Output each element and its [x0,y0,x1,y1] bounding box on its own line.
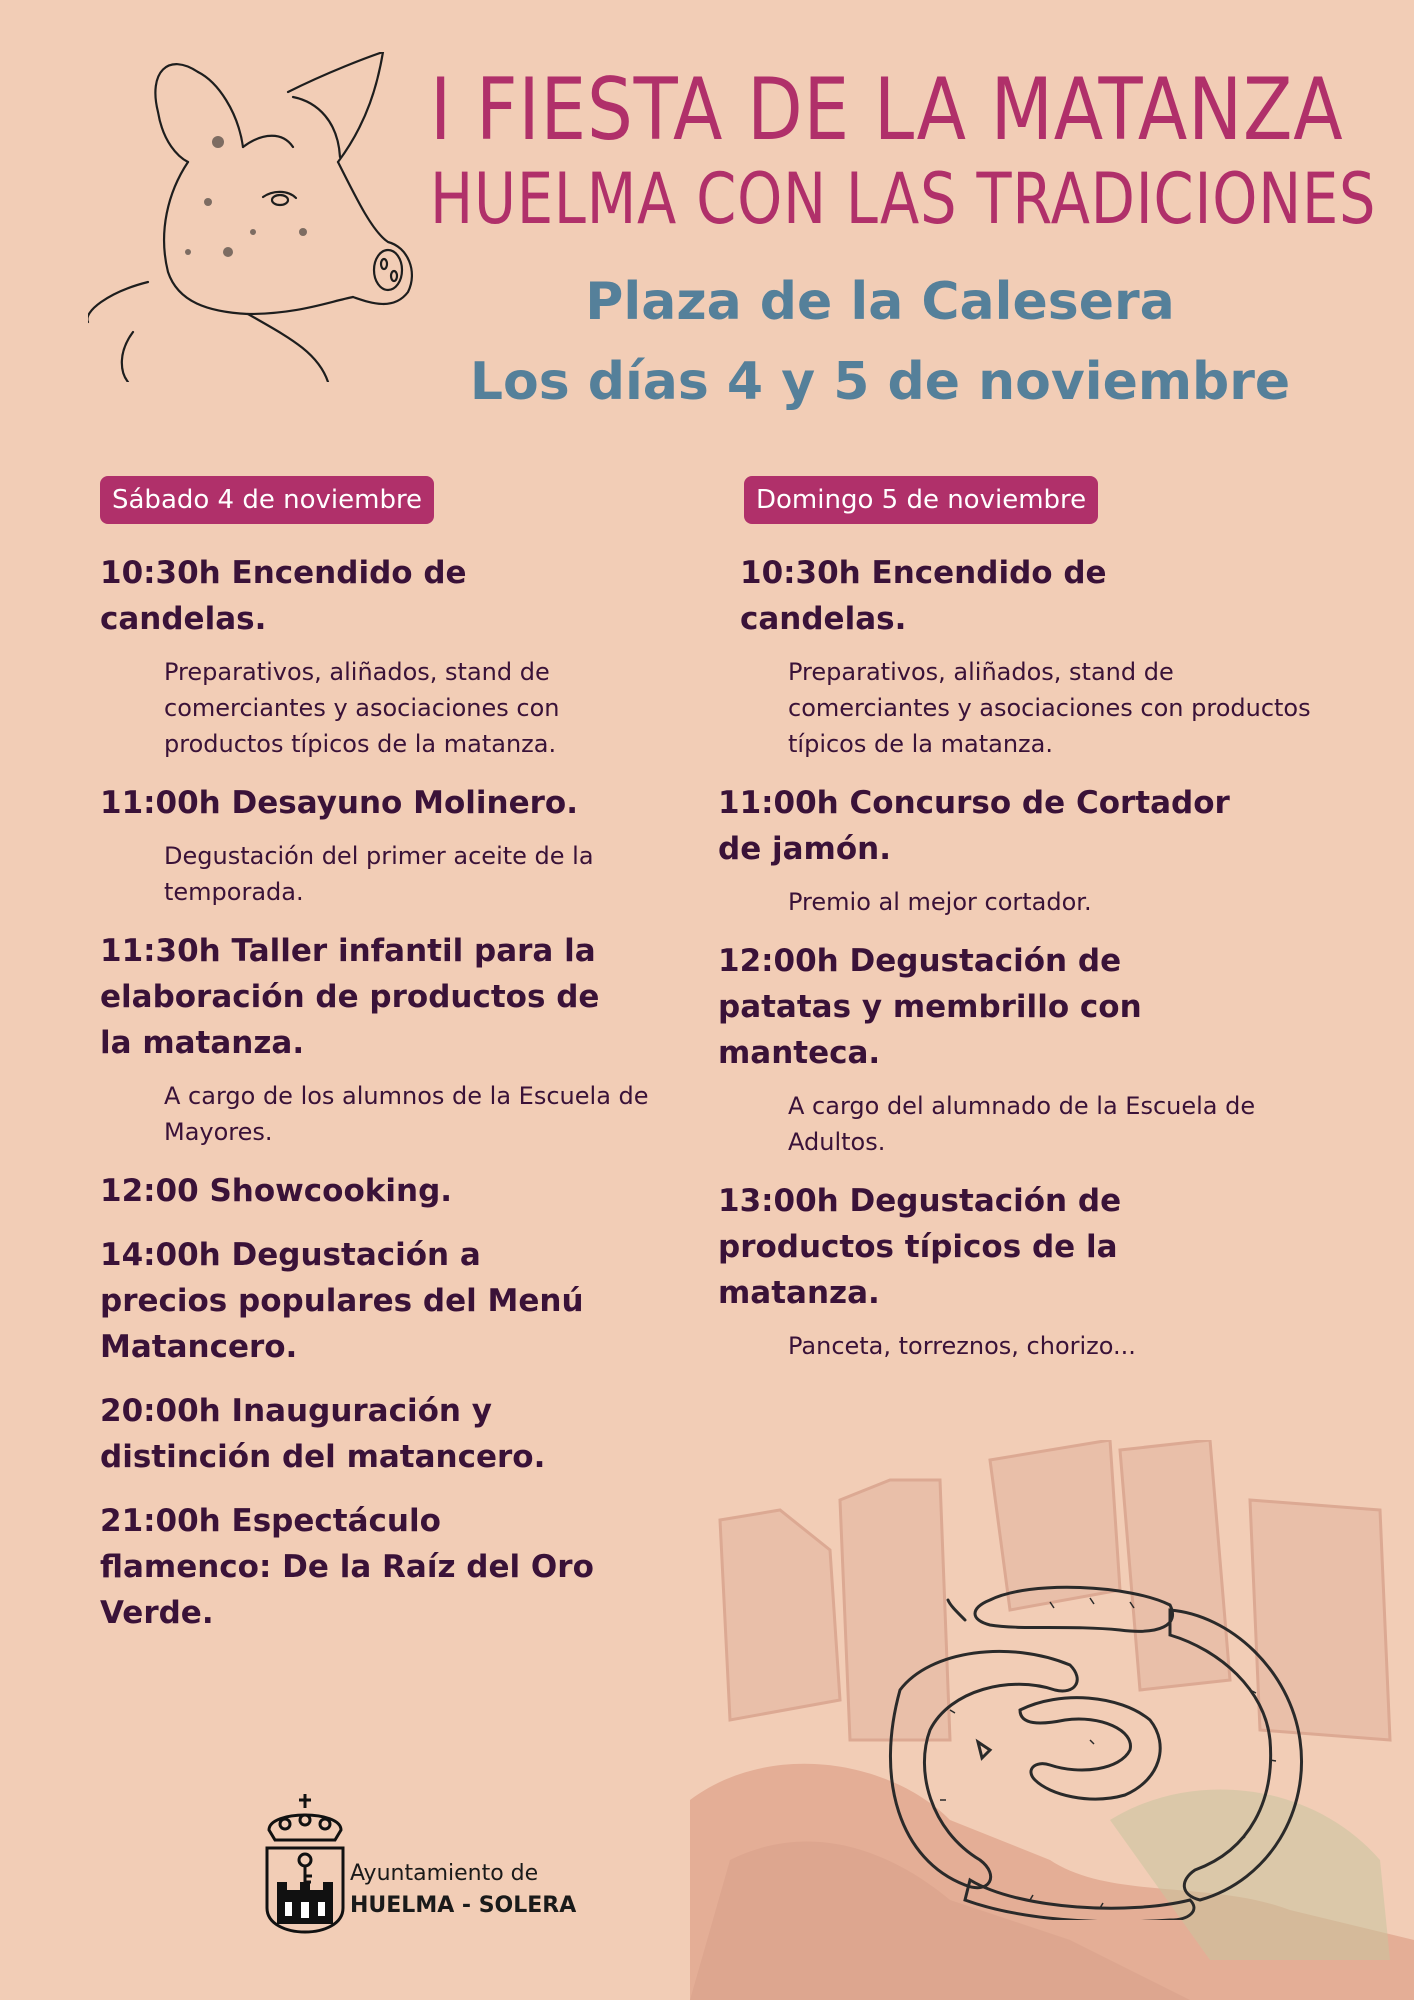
huelma-coat-of-arms-icon [255,1790,355,1960]
dates-text: Los días 4 y 5 de noviembre [469,352,1291,412]
schedule-item [100,780,660,910]
schedule-item [100,550,660,762]
schedule-item [100,1168,660,1214]
event-time-title: 20:00h Inauguración y distinción del matancero. [100,1393,546,1475]
schedule-item [718,938,1318,1160]
event-title: I FIESTA DE LA MATANZA [430,60,1344,160]
event-time-title: 11:00h Desayuno Molinero. [100,785,579,821]
saturday-schedule [100,476,660,1654]
event-description: Preparativos, aliñados, stand de comerciantes y asociaciones con productos típicos de la matanza. [788,658,1311,758]
organizer-line2: HUELMA - SOLERA [350,1893,577,1918]
event-time-title: 12:00h Degustación de patatas y membrillo con manteca. [718,943,1142,1071]
schedule-item [718,1178,1318,1364]
schedule-item [718,550,1318,762]
event-description: Preparativos, aliñados, stand de comerciantes y asociaciones con productos típicos de la matanza. [164,658,560,758]
event-time-title: 14:00h Degustación a precios populares del Menú Matancero. [100,1237,584,1365]
sunday-schedule [718,476,1318,1382]
event-subtitle: HUELMA CON LAS TRADICIONES [430,158,1377,240]
schedule-item [100,928,660,1150]
event-description: A cargo de los alumnos de la Escuela de Mayores. [164,1082,649,1146]
event-time-title: 11:00h Concurso de Cortador de jamón. [718,785,1230,867]
event-description: Panceta, torreznos, chorizo... [788,1332,1136,1360]
organizer-line1: Ayuntamiento de [350,1861,539,1886]
schedule-item [100,1498,660,1636]
venue-text: Plaza de la Calesera [585,272,1175,332]
sausage-illustration-icon [870,1580,1340,1920]
organizer-name [350,1858,576,1922]
schedule-item [718,780,1318,920]
sunday-badge: Domingo 5 de noviembre [744,476,1098,524]
event-description: Premio al mejor cortador. [788,888,1092,916]
event-time-title: 10:30h Encendido de candelas. [100,555,467,637]
event-description: A cargo del alumnado de la Escuela de Adultos. [788,1092,1256,1156]
pig-illustration-icon [88,52,418,382]
event-time-title: 11:30h Taller infantil para la elaboración de productos de la matanza. [100,933,600,1061]
saturday-badge: Sábado 4 de noviembre [100,476,434,524]
event-time-title: 12:00 Showcooking. [100,1173,453,1209]
event-description: Degustación del primer aceite de la temporada. [164,842,594,906]
event-time-title: 13:00h Degustación de productos típicos de la matanza. [718,1183,1122,1311]
schedule-item [100,1388,660,1480]
event-time-title: 21:00h Espectáculo flamenco: De la Raíz del Oro Verde. [100,1503,594,1631]
event-time-title: 10:30h Encendido de candelas. [740,555,1107,637]
schedule-item [100,1232,660,1370]
